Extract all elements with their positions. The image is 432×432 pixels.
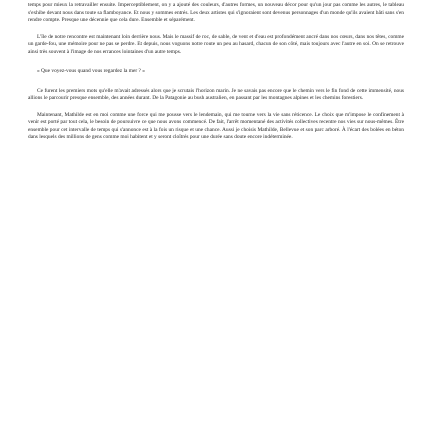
quote-line: « Que voyez-vous quand vous regardez la mer ? » — [37, 68, 145, 74]
paragraph-1: temps pour mieux la retravailler ensuite. Imperceptiblement, on y a ajouté des couleurs, d'autres formes, un nouveau décor pour qu'un jour pas comme les autres, le tableau s'exhibe devant nous dans toute sa flamboyance. Et nous y sommes entrés. Les deux artistes qui s'ignoraient sont devenus personnages d'un monde qu'ils avaient bâti sans s'en rendre compte. Presque une décennie que cela dure. Ensemble et séparément. — [28, 2, 404, 23]
paragraph-3: Ce furent les premiers mots qu'elle m'avait adressés alors que je scrutais l'horizon marin. Je ne savais pas encore que le chemin vers le fin fond de cette immensité, nous allions le parcourir presque ensemble, des années durant. De la Patagonie au bush australien, en passant par les montagnes alpines et les chemins forestiers. — [28, 87, 404, 101]
paragraph-2: L'île de notre rencontre est maintenant loin derrière nous. Mais le massif de roc, de sable, de vent et d'eau est profondément ancré dans nos cœurs, dans nos têtes, comme un garde-fou, une mémoire pour ne pas se perdre. Et depuis, nous voguons notre route un peu au hasard, chacun de son côté, mais toujours avec l'autre en soi. On se retrouve ainsi très souvent à l'image de nos errances lointaines d'un autre temps. — [28, 33, 404, 55]
paragraph-4: Maintenant, Mathilde est en moi comme une force qui me pousse vers le lendemain, qui me tourne vers la vie sans réticence. Le choix que m'impose le confinement à venir est porté par tout cela, le besoin de poursuivre ce que nous avons commencé. De fait, l'arrêt momentané des activités collectives recentre nos vies sur nous-mêmes. Être ensemble pour cet intervalle de temps qui s'annonce est à la fois un risque et une chance. Aussi je choisis Mathilde, Bellevue et son parc arboré. À l'écart des bolées en béton dans lesquels des millions de gens comme moi habitent et y seront cloîtrés pour une durée sans doute encore indéterminée. — [28, 111, 404, 140]
